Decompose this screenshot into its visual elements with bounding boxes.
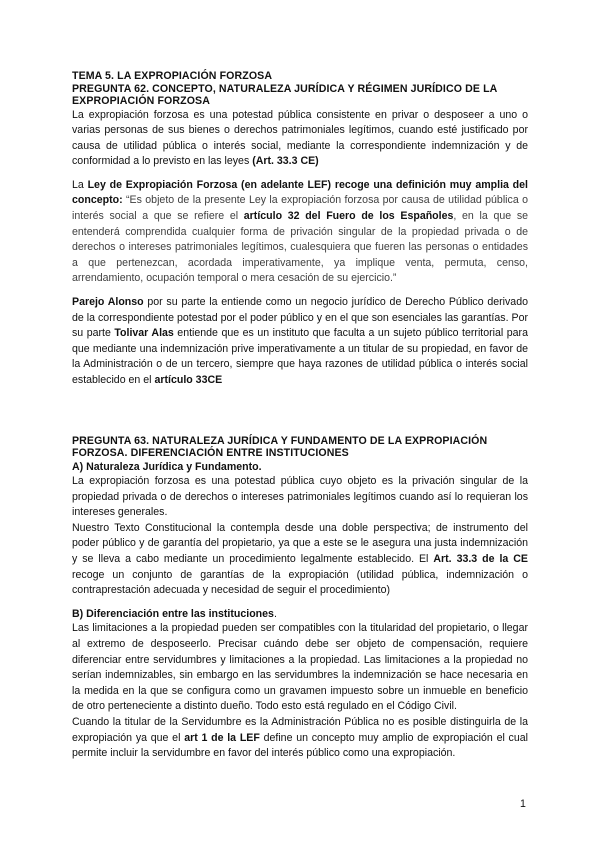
paragraph-text: La [72,178,88,191]
paragraph-text: Cuando la titular de la Servidumbre es la Administración Pública no es posible distinguirla de la expropiación ya que el [72,715,528,744]
paragraph-text: define un concepto muy amplio de expropiación el cual permite incluir la servidumbre en favor del interés público como una expropiación. [72,731,528,760]
paragraph-authors [72,295,528,389]
author-name: Tolivar Alas [114,327,174,340]
paragraph-nature: La expropiación forzosa es una potestad pública cuyo objeto es la privación singular de la propiedad privada o de derechos o intereses patrimoniales legítimos cuando así lo requieran los intereses generales. [72,475,528,519]
lef-quote: , en la que se entenderá comprendida cualquier forma de privación singular de la propiedad privada o de derechos o intereses patrimoniales legítimos, cualesquiera que fueren las personas o entidades a que pertenezcan, acordada imperativamente, ya implique venta, permuta, censo, arrendamiento, ocupación temporal o mera cesación de su ejercicio.” [72,210,529,285]
paragraph-text: La expropiación forzosa es una potestad pública consistente en privar o desposeer a uno o varias personas de sus bienes o derechos patrimoniales legítimos, cuando esté justificado por causa de utilidad pública o interés social, mediante la correspondiente indemnización y de conformidad a lo previsto en las leyes [72,108,528,168]
paragraph-text: Nuestro Texto Constitucional la contempla desde una doble perspectiva; de instrumento del poder público y de garantía del propietario, ya que a este se le asegura una justa indemnización y se lleva a cabo mediante un procedimiento legalmente establecido. El [72,521,528,566]
question-63-title: PREGUNTA 63. NATURALEZA JURÍDICA Y FUNDAMENTO DE LA EXPROPIACIÓN FORZOSA. DIFERENCIACIÓN ENTRE INSTITUCIONES [72,434,488,460]
page-number: 1 [520,798,526,810]
subheading-text: B) Diferenciación entre las instituciones [72,607,274,620]
lef-quote: “Es objeto de la presente Ley la expropiación forzosa por causa de utilidad pública o interés social a que se refiere el [72,194,528,223]
paragraph-definition [72,108,528,170]
legal-reference: artículo 32 del Fuero de los Españoles [243,210,454,223]
paragraph-constitution [72,521,528,599]
subheading-dot: . [273,607,277,620]
paragraph-text: recoge un conjunto de garantías de la expropiación (utilidad pública, indemnización o contraprestación adecuada y necesidad de seguir el procedimiento) [72,568,528,597]
topic-title: TEMA 5. LA EXPROPIACIÓN FORZOSA [72,70,273,82]
document-page [72,70,528,762]
paragraph-limitations: Las limitaciones a la propiedad pueden ser compatibles con la titularidad del propietario, o llegar al extremo de desposeerlo. Precisar cuándo debe ser objeto de compensación, requiere diferenciar entre servidumbres y limitaciones a la propiedad. Las limitaciones a la propiedad no serían indemnizables, sin embargo en las servidumbres la indemnización se hace necesaria en la medida en la que se configura como un gravamen impuesto sobre un inmueble en beneficio de otro perteneciente a distinto dueño. Todo esto está regulado en el Código Civil. [72,622,528,713]
legal-reference: artículo 33CE [154,374,223,386]
paragraph-lef [72,178,528,287]
legal-reference: (Art. 33.3 CE) [252,155,319,168]
legal-reference: art 1 de la LEF [184,731,260,744]
author-name: Parejo Alonso [72,296,144,309]
paragraph-text: por su parte la entiende como un negocio jurídico de Derecho Público derivado de la correspondiente potestad por el poder público y en el que son esenciales las garantías. Por su parte [72,296,528,340]
paragraph-text: entiende que es un instituto que faculta a un sujeto público territorial para que mediante una indemnización prive imperativamente a un titular de su propiedad, en favor de la Administración o de un tercero, siempre que haya razones de utilidad pública o interés social establecido en el [72,327,528,386]
paragraph-servitude [72,715,528,762]
subheading-a: A) Naturaleza Jurídica y Fundamento. [72,460,262,473]
lef-definition-intro: Ley de Expropiación Forzosa (en adelante LEF) recoge una definición muy amplia del concepto: [72,178,528,207]
subheading-b [72,607,528,622]
legal-reference: Art. 33.3 de la CE [433,553,528,566]
question-62-title: PREGUNTA 62. CONCEPTO, NATURALEZA JURÍDICA Y RÉGIMEN JURÍDICO DE LA EXPROPIACIÓN FORZOSA [72,82,497,107]
